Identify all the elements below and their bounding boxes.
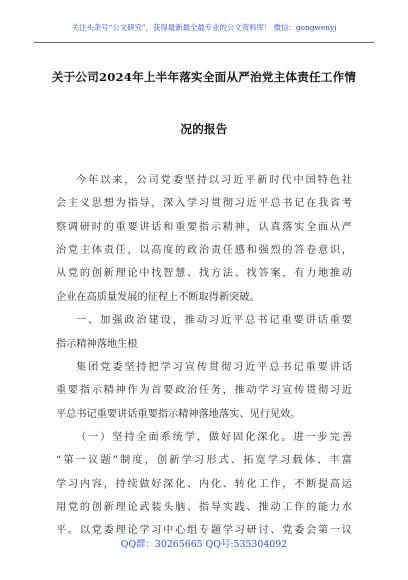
section-heading-line: 一、加强政治建设，推动习近平总书记重要讲话重要	[76, 315, 352, 326]
document-title-line-2: 况的报告	[180, 122, 228, 136]
body-paragraph-line: （一）坚持全面系统学，做好固化深化。进一步完善	[76, 432, 352, 443]
header-banner: 关注头条号“公文研究”，获得最新最全最专业的公文资料库！ 微信：gongwenyj	[71, 23, 337, 32]
document-title-line-1: 关于公司2024年上半年落实全面从严治党主体责任工作情	[51, 70, 357, 84]
body-paragraph-line: “第一议题”制度，创新学习形式、拓宽学习载体、丰富	[56, 455, 352, 466]
body-paragraph-line: 企业在高质量发展的征程上不断取得新突破。	[56, 292, 260, 303]
footer-qq-info: QQ群：30265665 QQ号:535304092	[120, 539, 288, 550]
body-paragraph-line: 治党主体责任，以高度的政治责任感和强烈的答卷意识，	[56, 245, 352, 256]
body-paragraph-line: 学习内容，持续做好深化、内化、转化工作，不断提高运	[56, 479, 352, 490]
section-heading-line: 指示精神落地生根	[56, 339, 138, 350]
body-paragraph-line: 察调研时的重要讲话和重要指示精神，认真落实全面从严	[56, 222, 352, 233]
body-paragraph-line: 从党的创新理论中找智慧、找方法、找答案，有力地推动	[56, 268, 352, 279]
body-paragraph-line: 重要指示精神作为首要政治任务，推动学习宣传贯彻习近	[56, 385, 352, 396]
body-paragraph-line: 会主义思想为指导，深入学习贯彻习近平总书记在我省考	[56, 198, 352, 209]
body-paragraph-line: 集团党委坚持把学习宣传贯彻习近平总书记重要讲话	[76, 362, 352, 373]
body-paragraph-line: 用党的创新理论武装头脑、指导实践、推动工作的能力水	[56, 502, 352, 513]
body-paragraph-line: 平。以党委理论学习中心组专题学习研讨、党委会第一议	[56, 525, 352, 536]
body-paragraph-line: 平总书记重要讲话重要指示精神落地落实、见行见效。	[56, 409, 301, 420]
body-paragraph-line: 今年以来，公司党委坚持以习近平新时代中国特色社	[76, 175, 352, 186]
header-divider	[34, 42, 374, 43]
